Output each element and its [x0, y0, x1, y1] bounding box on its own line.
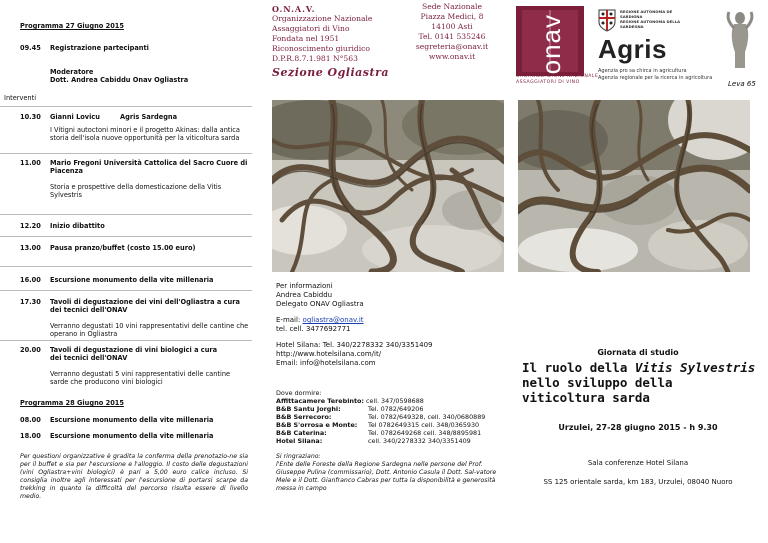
moderator-name: Dott. Andrea Cabiddu Onav Ogliastra	[50, 76, 189, 84]
time: 09.45	[20, 44, 41, 52]
label: Escursione monumento della vite millenaria	[50, 432, 214, 440]
bronze-figurine-icon	[726, 8, 754, 72]
lodging-row	[276, 429, 506, 437]
vine-photo-left	[272, 100, 504, 272]
label: Escursione monumento della vite millenaria	[50, 276, 214, 284]
region-crest-icon	[597, 8, 617, 32]
hotel-phone: Hotel Silana: Tel. 340/2278332 340/3351409	[276, 341, 433, 349]
lodging-name: Hotel Silana:	[276, 437, 323, 445]
thanks-heading: Si ringraziano:	[276, 453, 321, 460]
hotel-email: Email: info@hotelsilana.com	[276, 359, 376, 367]
title-part: Il ruolo della	[522, 360, 635, 375]
phone: tel. cell. 3477692771	[276, 325, 351, 333]
agris-tag-line: Agenzia regionale per la ricerca in agricoltura	[598, 74, 713, 81]
title-part: nello sviluppo della viticoltura sarda	[522, 375, 673, 405]
divider	[0, 153, 252, 154]
lodging-tel: Tel 0782649315 cell. 348/0365930	[368, 421, 480, 429]
divider	[0, 106, 252, 107]
label: Pausa pranzo/buffet (costo 15.00 euro)	[50, 244, 196, 252]
lodging-name: B&B Serrecoro:	[276, 413, 332, 421]
region-line: REGIONE AUTONOMA DELLA SARDEGNA	[620, 19, 681, 29]
lodging-tel: cell. 340/2278332 340/3351409	[368, 437, 471, 445]
info-line: Andrea Cabiddu	[276, 291, 333, 299]
divider	[0, 236, 252, 237]
onav-logo	[516, 6, 584, 76]
address-line: Piazza Medici, 8	[420, 12, 484, 21]
time: 08.00	[20, 416, 41, 424]
event-address: SS 125 orientale sarda, km 183, Urzulei, 08040 Nuoro	[543, 478, 733, 486]
region-name	[620, 9, 690, 29]
time: 17.30	[20, 298, 41, 306]
onav-mark: onav	[536, 14, 566, 75]
onav-caption: ORGANIZZAZIONE NAZIONALE ASSAGGIATORI DI VINO	[516, 74, 599, 85]
thanks-block	[276, 453, 502, 493]
lodging-block	[276, 389, 506, 445]
lodging-tel: cell. 347/0598688	[366, 397, 424, 405]
moderator-label: Moderatore	[50, 68, 94, 76]
time: 12.20	[20, 222, 41, 230]
label: Tavoli di degustazione dei vini dell'Ogliastra a cura dei tecnici dell'ONAV	[50, 298, 240, 314]
onav-line: Organizzazione Nazionale	[272, 14, 373, 23]
onav-line: Fondata nel 1951	[272, 34, 340, 43]
event-kicker: Giornata di studio	[597, 348, 679, 357]
time: 13.00	[20, 244, 41, 252]
footnote: Per questioni organizzative è gradita la conferma della prenotazio-ne sia per il buffet e sia per l'escursione e l'alloggio. Il costo delle degustazioni (vini Ogliastra+vini biologici) è pari a 5,00 euro calice incluso. Si consiglia inoltre agli interessati per l'escursione di portarsi scarpe da trekking in quanto la difficoltà del percorso risulta essere di livello medio.	[20, 453, 248, 500]
onav-line: D.P.R.8.7.1.981 N°563	[272, 54, 358, 63]
event-title	[522, 360, 758, 405]
address-line: 14100 Asti	[431, 22, 473, 31]
lodging-name: B&B S'orrosa e Monte:	[276, 421, 358, 429]
desc: Verranno degustati 5 vini rappresentativi delle cantine sarde che producono vini biologici	[50, 370, 231, 386]
info-line: Per informazioni	[276, 282, 333, 290]
event-date: Urzulei, 27-28 giugno 2015 - h 9.30	[558, 423, 718, 432]
lodging-row	[276, 421, 506, 429]
lodging-row	[276, 413, 506, 421]
interventi-label: Interventi	[4, 94, 37, 102]
event-venue: Sala conferenze Hotel Silana	[587, 459, 689, 467]
info-block	[276, 282, 433, 368]
label: Tavoli di degustazione di vini biologici a cura dei tecnici dell'ONAV	[50, 346, 218, 362]
info-line: Delegato ONAV Ogliastra	[276, 300, 364, 308]
lodging-name: B&B Santu Jorghi:	[276, 405, 341, 413]
address-line: www.onav.it	[428, 52, 476, 61]
lodging-tel: Tel. 0782/649328, cell. 340/0680889	[368, 413, 486, 421]
desc: Verranno degustati 10 vini rappresentativi delle cantine che operano in Ogliastra	[50, 322, 249, 338]
thanks-text: l'Ente delle Foreste della Regione Sardegna nelle persone del Prof. Giuseppe Pulina (commissario), Dott. Antonio Casula il Dott. Sal-vatore Mele e il Dott. Gianfranco Cabras per tutta la disponibilità e generosità messa in campo	[276, 461, 497, 492]
onav-line: Assaggiatori di Vino	[272, 24, 350, 33]
lodging-name: B&B Caterina:	[276, 429, 327, 437]
divider	[0, 266, 252, 267]
time: 18.00	[20, 432, 41, 440]
email-label: E-mail:	[276, 316, 301, 324]
day1-heading: Programma 27 Giugno 2015	[20, 22, 124, 30]
lodging-heading: Dove dormire:	[276, 389, 322, 397]
divider	[0, 340, 252, 341]
agris-wordmark: Agris	[598, 34, 667, 64]
onav-title: O.N.A.V.	[272, 4, 316, 14]
divider	[0, 214, 252, 215]
region-line: REGIONE AUTÒNOMA DE SARDIGNA	[620, 9, 673, 19]
desc: Storia e prospettive della domesticazione della Vitis Sylvestris	[50, 183, 222, 199]
org: Agris Sardegna	[120, 113, 178, 121]
label: Registrazione partecipanti	[50, 44, 149, 52]
label: Inizio dibattito	[50, 222, 105, 230]
day2-heading: Programma 28 Giugno 2015	[20, 399, 124, 407]
speaker: Gianni Lovicu	[50, 113, 100, 121]
lodging-name: Affittacamere Terebinto:	[276, 397, 364, 405]
divider	[0, 290, 252, 291]
address-line: Tel. 0141 535246	[418, 32, 486, 41]
address-line: segreteria@onav.it	[415, 42, 489, 51]
label: Escursione monumento della vite millenaria	[50, 416, 214, 424]
desc: I Vitigni autoctoni minori e il progetto Akinas: dalla antica storia dell'isola nuove opportunità per la viticoltura sarda	[50, 126, 240, 142]
agris-tagline	[598, 68, 728, 81]
time: 16.00	[20, 276, 41, 284]
vine-photo-right	[518, 100, 750, 272]
agris-tag-line: Agenzia pro sa chirca in agricultura	[598, 68, 687, 74]
lodging-row	[276, 405, 506, 413]
onav-address	[407, 2, 497, 62]
onav-info	[272, 14, 402, 64]
section-title: Sezione Ogliastra	[272, 66, 389, 79]
time: 11.00	[20, 159, 41, 167]
title-species: Vitis Sylvestris	[634, 360, 756, 375]
speaker: Mario Fregoni Università Cattolica del Sacro Cuore di Piacenza	[50, 159, 248, 175]
hotel-url[interactable]: http://www.hotelsilana.com/it/	[276, 350, 382, 358]
leva-caption: Leva 65	[728, 80, 756, 88]
lodging-row	[276, 397, 506, 405]
email-link[interactable]: ogliastra@onav.it	[302, 316, 364, 324]
time: 10.30	[20, 113, 41, 121]
onav-line: Riconoscimento giuridico	[272, 44, 370, 53]
time: 20.00	[20, 346, 41, 354]
lodging-row	[276, 437, 506, 445]
lodging-tel: Tel. 0782649268 cell. 348/8895981	[368, 429, 482, 437]
address-line: Sede Nazionale	[422, 2, 482, 11]
lodging-tel: Tel. 0782/649206	[368, 405, 424, 413]
